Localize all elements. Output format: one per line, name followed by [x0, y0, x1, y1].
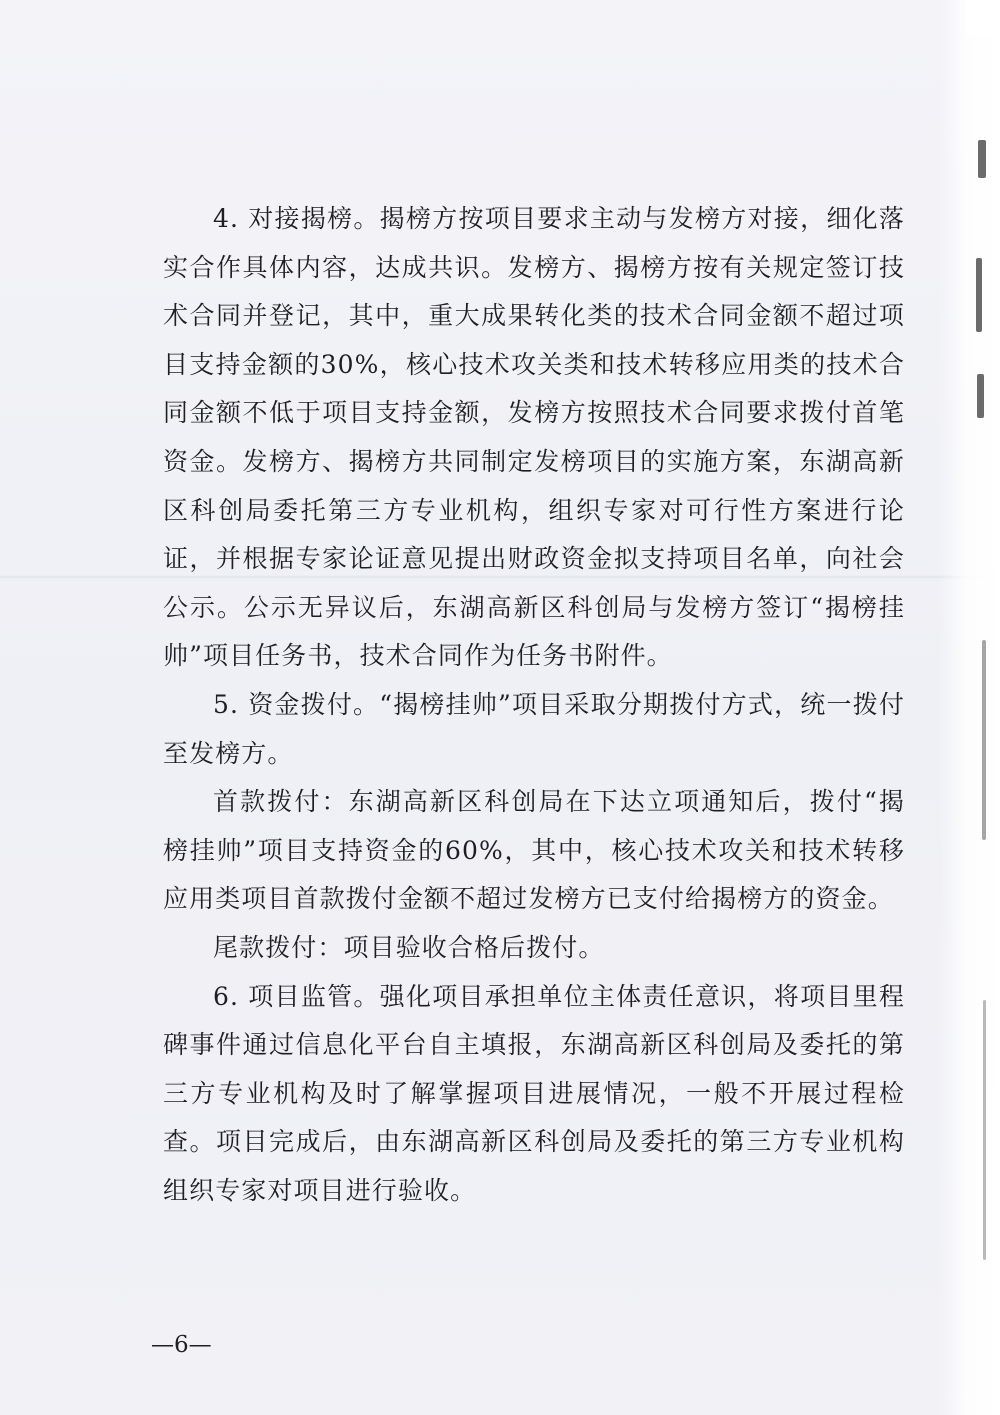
paragraph-supervision: 6. 项目监管。强化项目承担单位主体责任意识，将项目里程碑事件通过信息化平台自主填报，东湖高新区科创局及委托的第三方专业机构及时了解掌握项目进展情况，一般不开展过程检查。项目完成后，由东湖高新区科创局及委托的第三方专业机构组织专家对项目进行验收。 — [163, 981, 905, 1205]
scan-edge-mark — [983, 1000, 986, 1260]
paragraph-final-payment: 尾款拨付：项目验收合格后拨付。 — [213, 932, 605, 962]
scan-edge-mark — [978, 140, 986, 178]
scan-edge — [938, 0, 1000, 1415]
scan-edge-mark — [976, 258, 982, 332]
paragraph-docking: 4. 对接揭榜。揭榜方按项目要求主动与发榜方对接，细化落实合作具体内容，达成共识。发榜方、揭榜方按有关规定签订技术合同并登记，其中，重大成果转化类的技术合同金额不超过项目支持金额的30%，核心技术攻关类和技术转移应用类的技术合同金额不低于项目支持金额，发榜方按照技术合同要求拨付首笔资金。发榜方、揭榜方共同制定发榜项目的实施方案，东湖高新区科创局委托第三方专业机构，组织专家对可行性方案进行论证，并根据专家论证意见提出财政资金拟支持项目名单，向社会公示。公示无异议后，东湖高新区科创局与发榜方签订“揭榜挂帅”项目任务书，技术合同作为任务书附件。 — [163, 204, 905, 671]
page-number: —6— — [151, 1332, 212, 1358]
scan-edge-mark — [982, 640, 986, 840]
scan-corner — [966, 0, 1000, 36]
scan-edge-mark — [977, 374, 984, 418]
body-text — [163, 195, 905, 1215]
paragraph-funding: 5. 资金拨付。“揭榜挂帅”项目采取分期拨付方式，统一拨付至发榜方。 — [163, 689, 905, 768]
paragraph-first-payment: 首款拨付：东湖高新区科创局在下达立项通知后，拨付“揭榜挂帅”项目支持资金的60%，其中，核心技术攻关和技术转移应用类项目首款拨付金额不超过发榜方已支付给揭榜方的资金。 — [163, 787, 905, 914]
